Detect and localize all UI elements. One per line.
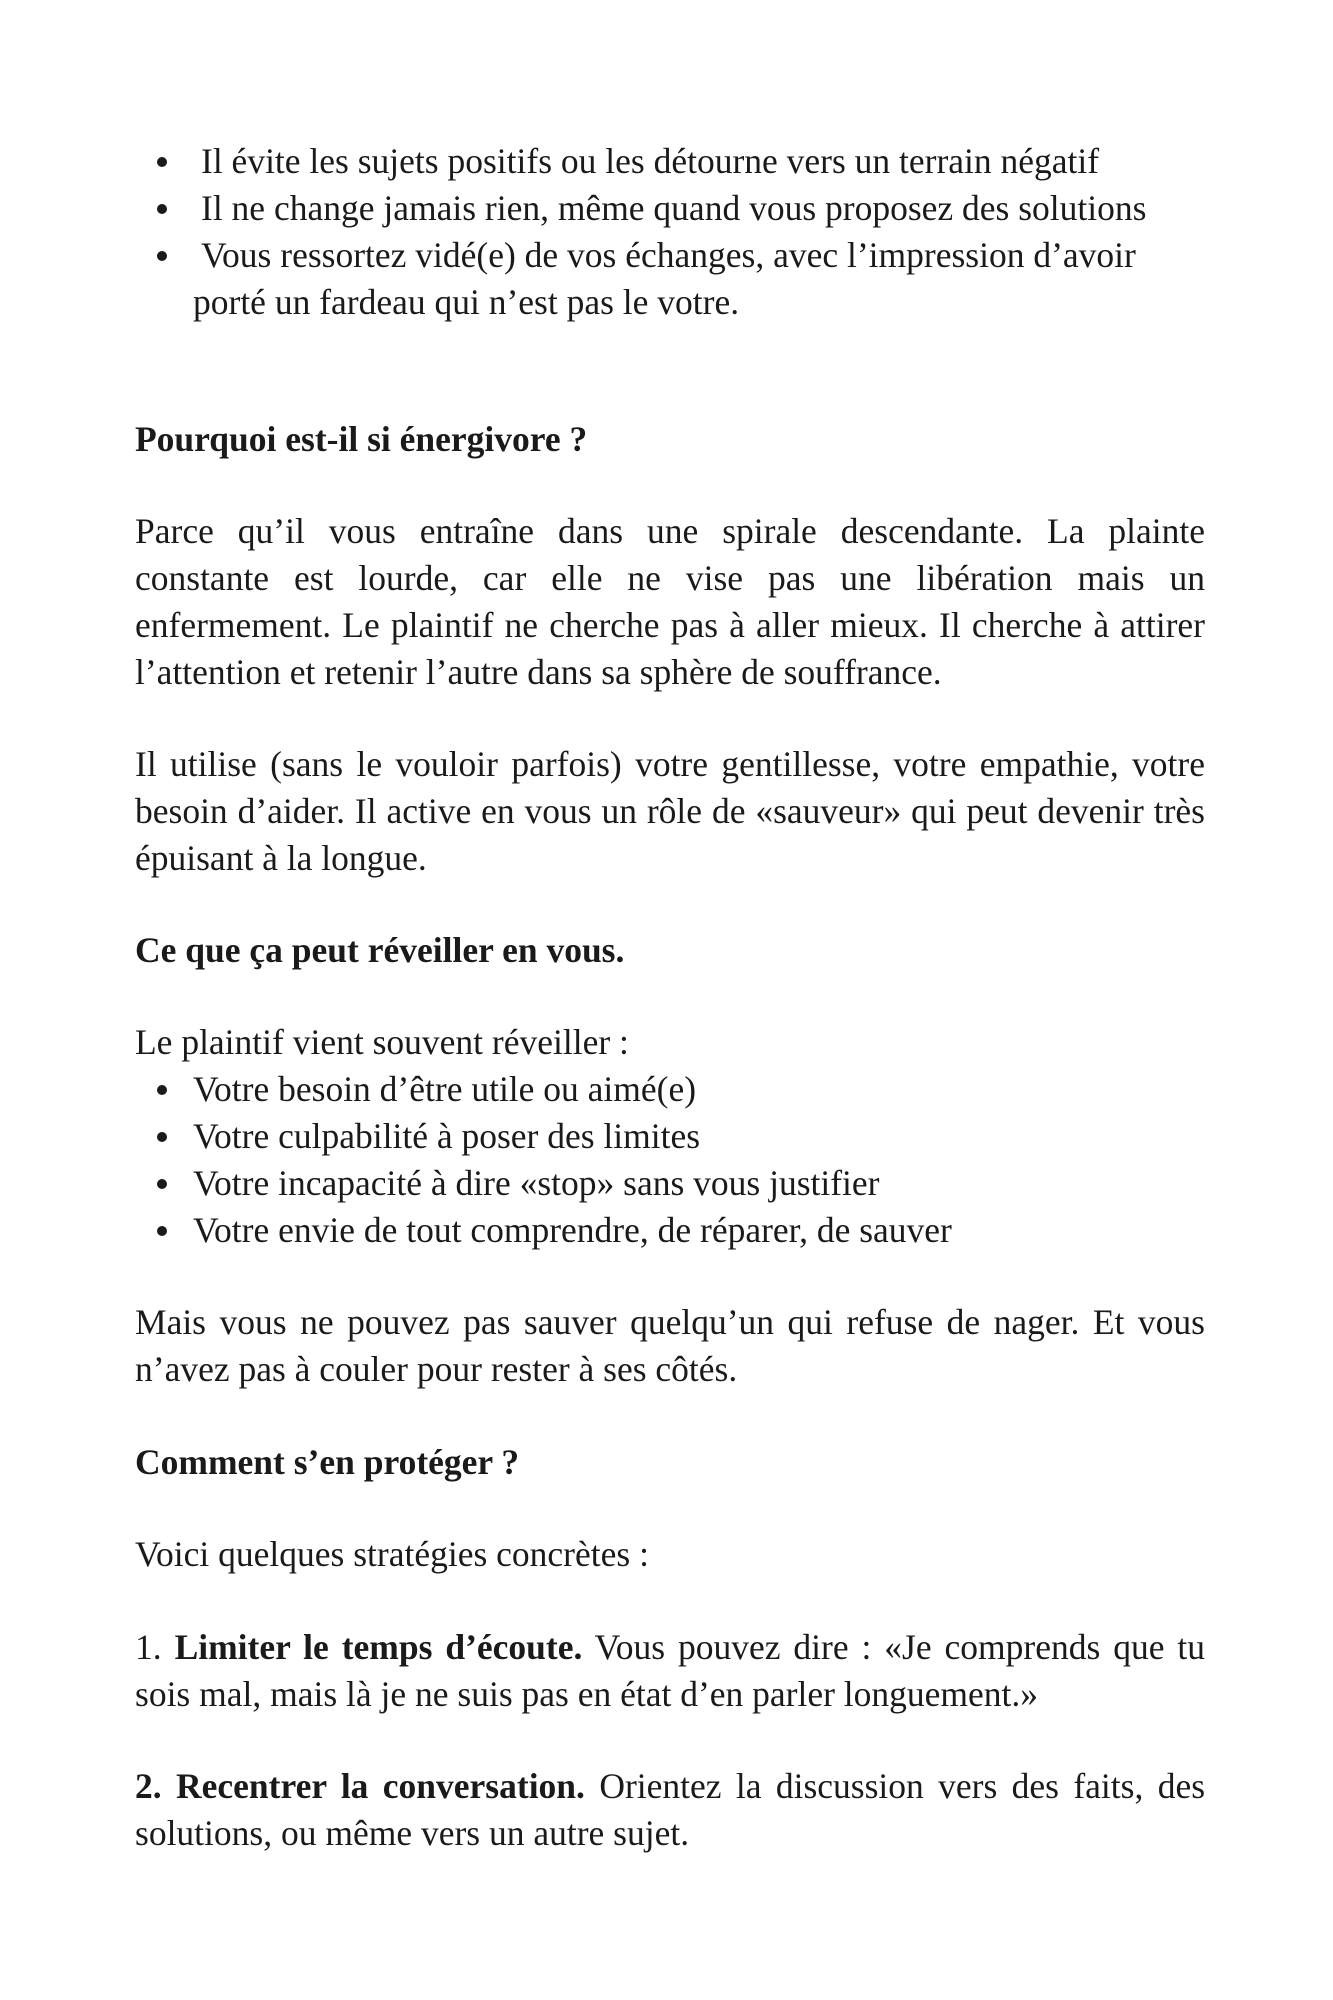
strategy-item [135,1763,1205,1857]
paragraph: Voici quelques stratégies concrètes : [135,1534,649,1574]
strategy-title: Limiter le temps d’écoute. [174,1627,583,1667]
bullet-icon [157,1085,167,1095]
list-item-text: Votre envie de tout comprendre, de réparer, de sauver [193,1210,952,1250]
list-item [135,1066,1205,1113]
paragraph: Il utilise (sans le vouloir parfois) votre gentillesse, votre empathie, votre besoin d’aider. Il active en vous un rôle de «sauveur» qui peut devenir très épuisant à la longue. [135,744,1205,878]
list-item-text: Vous ressortez vidé(e) de vos échanges, avec l’impression d’avoir porté un fardeau qui n’est pas le votre. [193,235,1136,322]
intro-bullet-list [135,138,1205,326]
bullet-list [135,1066,1205,1254]
paragraph: Le plaintif vient souvent réveiller : [135,1022,629,1062]
paragraph: Mais vous ne pouvez pas sauver quelqu’un qui refuse de nager. Et vous n’avez pas à couler pour rester à ses côtés. [135,1302,1205,1389]
bullet-icon [157,1226,167,1236]
bullet-icon [157,204,167,214]
bullet-icon [157,251,167,261]
strategy-text: Vous pouvez dire : «Je comprends que tu sois mal, mais là je ne suis pas en état d’en parler longuement.» [135,1627,1206,1714]
list-item [135,138,1205,185]
bullet-icon [157,1179,167,1189]
list-item [135,1207,1205,1254]
list-item-text: Il évite les sujets positifs ou les détourne vers un terrain négatif [201,141,1100,181]
strategy-title: Recentrer la conversation. [176,1766,585,1806]
section-heading: Pourquoi est-il si énergivore ? [135,419,588,459]
strategy-text: Orientez la discussion vers des faits, des solutions, ou même vers un autre sujet. [135,1766,1206,1853]
list-item-text: Votre incapacité à dire «stop» sans vous justifier [193,1163,880,1203]
list-item [135,1113,1205,1160]
list-item [135,232,1205,326]
paragraph: Parce qu’il vous entraîne dans une spirale descendante. La plainte constante est lourde, car elle ne vise pas une libération mais un enfermement. Le plaintif ne cherche pas à aller mieux. Il cherche à attirer l’attention et retenir l’autre dans sa sphère de souffrance. [135,511,1205,692]
strategy-number: 2. [135,1766,162,1806]
list-item [135,1160,1205,1207]
section-heading: Ce que ça peut réveiller en vous. [135,930,625,970]
section-heading: Comment s’en protéger ? [135,1442,520,1482]
list-item-text: Votre culpabilité à poser des limites [193,1116,701,1156]
list-item-text: Votre besoin d’être utile ou aimé(e) [193,1069,697,1109]
list-item-text: Il ne change jamais rien, même quand vous proposez des solutions [201,188,1147,228]
strategy-number: 1. [135,1627,162,1667]
list-item [135,185,1205,232]
strategy-item [135,1624,1205,1718]
bullet-icon [157,157,167,167]
bullet-icon [157,1132,167,1142]
